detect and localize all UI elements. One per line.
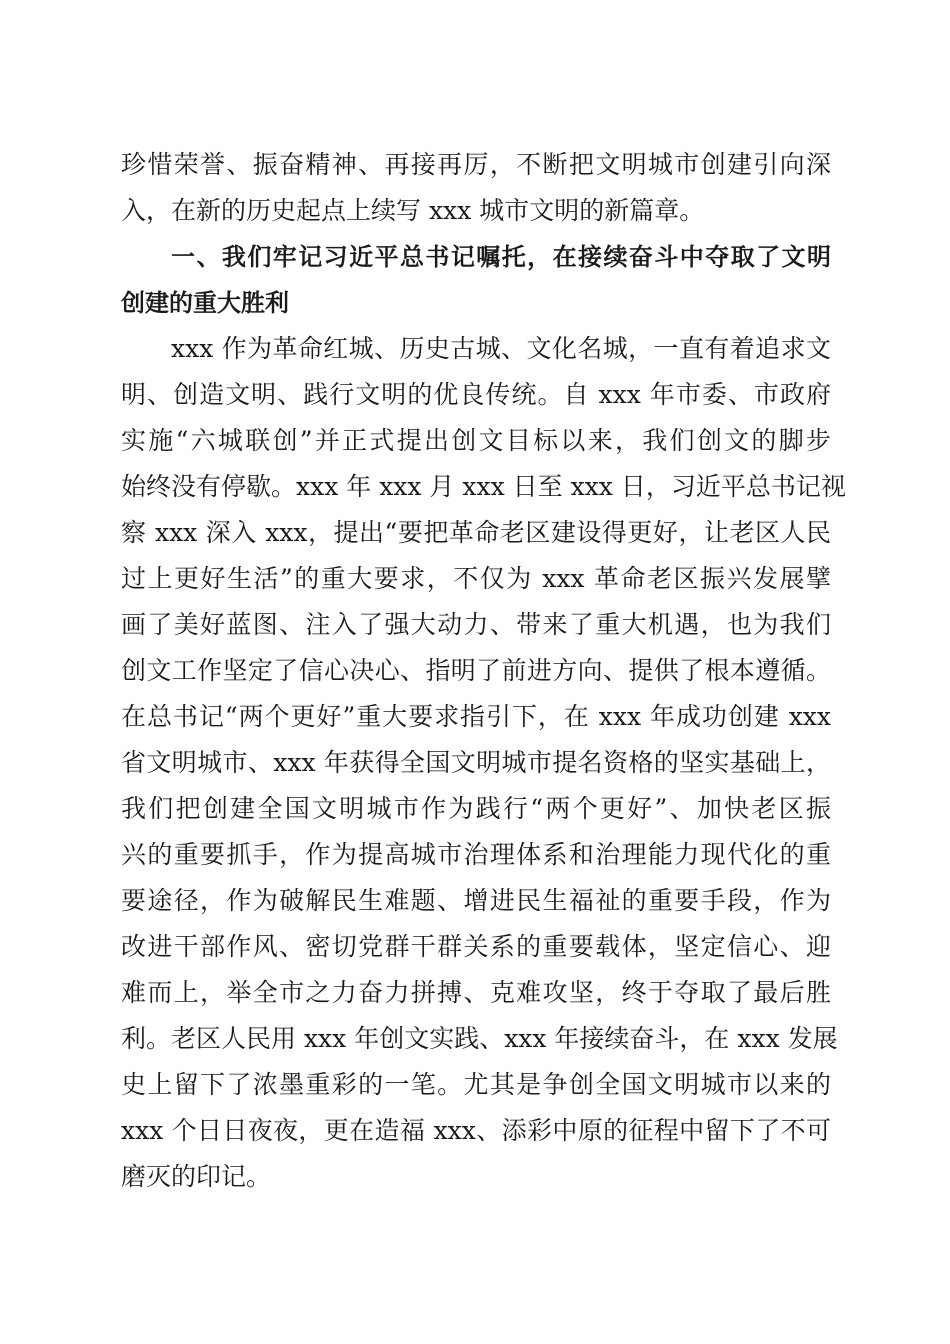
paragraph-line: 过上更好生活”的重大要求，不仅为 xxx 革命老区振兴发展擘 [121,564,831,593]
paragraph-line: 始终没有停歇。xxx 年 xxx 月 xxx 日至 xxx 日，习近平总书记视 [121,472,846,501]
paragraph-line: 画了美好蓝图、注入了强大动力、带来了重大机遇，也为我们 [121,610,831,639]
paragraph-line: 难而上，举全市之力奋力拼搏、克难攻坚，终于夺取了最后胜 [121,978,831,1007]
paragraph-line: 我们把创建全国文明城市作为践行“两个更好”、加快老区振 [121,794,831,823]
paragraph-line: xxx 个日日夜夜，更在造福 xxx、添彩中原的征程中留下了不可 [121,1116,831,1145]
paragraph-line: xxx 作为革命红城、历史古城、文化名城，一直有着追求文 [171,334,831,363]
paragraph-line: 察 xxx 深入 xxx，提出“要把革命老区建设得更好，让老区人民 [121,518,831,547]
paragraph-line: 入，在新的历史起点上续写 xxx 城市文明的新篇章。 [121,196,705,225]
paragraph-line: 在总书记“两个更好”重大要求指引下，在 xxx 年成功创建 xxx [121,702,831,731]
paragraph-line: 改进干部作风、密切党群干群关系的重要载体，坚定信心、迎 [121,932,831,961]
paragraph-line: 省文明城市、xxx 年获得全国文明城市提名资格的坚实基础上， [121,748,831,777]
intro-paragraph [121,142,831,234]
paragraph-line: 明、创造文明、践行文明的优良传统。自 xxx 年市委、市政府 [121,380,831,409]
paragraph-line: 要途径，作为破解民生难题、增进民生福祉的重要手段，作为 [121,886,831,915]
paragraph-line: 珍惜荣誉、振奋精神、再接再厉，不断把文明城市创建引向深 [121,150,831,179]
heading-line: 一、我们牢记习近平总书记嘱托，在接续奋斗中夺取了文明 [171,243,831,271]
paragraph-line: 创文工作坚定了信心决心、指明了前进方向、提供了根本遵循。 [121,656,831,685]
paragraph-line: 史上留下了浓墨重彩的一笔。尤其是争创全国文明城市以来的 [121,1070,831,1099]
section-heading [121,234,831,326]
paragraph-line: 利。老区人民用 xxx 年创文实践、xxx 年接续奋斗，在 xxx 发展 [121,1024,838,1053]
body-paragraph [121,326,846,1200]
paragraph-line: 兴的重要抓手，作为提高城市治理体系和治理能力现代化的重 [121,840,831,869]
paragraph-line: 磨灭的印记。 [121,1162,272,1191]
heading-line: 创建的重大胜利 [121,289,289,317]
document-page [121,142,846,1200]
paragraph-line: 实施“六城联创”并正式提出创文目标以来，我们创文的脚步 [121,426,831,455]
